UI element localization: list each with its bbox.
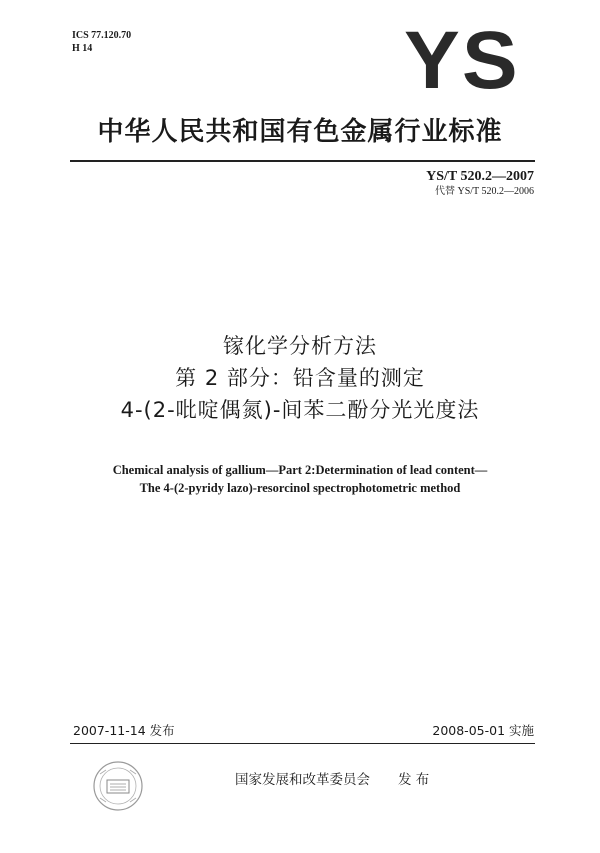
- title-line-3: 4-(2-吡啶偶氮)-间苯二酚分光光度法: [120, 398, 480, 422]
- title-line-2: 第 2 部分：铅含量的测定: [175, 366, 425, 390]
- title-line-1: 镓化学分析方法: [223, 334, 377, 358]
- issuer-line: [235, 771, 429, 789]
- standard-number-block: [426, 169, 534, 198]
- footer-divider: [70, 743, 535, 744]
- document-title-chinese: [0, 330, 600, 426]
- standard-title: 中华人民共和国有色金属行业标准: [97, 117, 503, 147]
- ics-code: ICS 77.120.70: [72, 30, 132, 41]
- english-title-line-1: Chemical analysis of gallium—Part 2:Determination of lead content—: [112, 463, 488, 477]
- category-code: H 14: [72, 43, 93, 54]
- publish-date: 2007-11-14 发布: [73, 723, 175, 738]
- replaces-note: 代替 YS/T 520.2—2006: [435, 186, 534, 197]
- publisher-seal-icon: [92, 760, 144, 812]
- ys-logo: YS: [404, 15, 520, 106]
- english-title-line-2: The 4-(2-pyridy lazo)-resorcinol spectrophotometric method: [139, 481, 461, 495]
- document-title-english: [0, 461, 600, 497]
- issue-action: 发 布: [398, 772, 430, 788]
- effective-date: 2008-05-01 实施: [432, 723, 534, 738]
- standard-number: YS/T 520.2—2007: [426, 169, 534, 184]
- classification-codes: [72, 29, 131, 55]
- header-divider: [70, 160, 535, 162]
- issuer-name: 国家发展和改革委员会: [235, 772, 370, 788]
